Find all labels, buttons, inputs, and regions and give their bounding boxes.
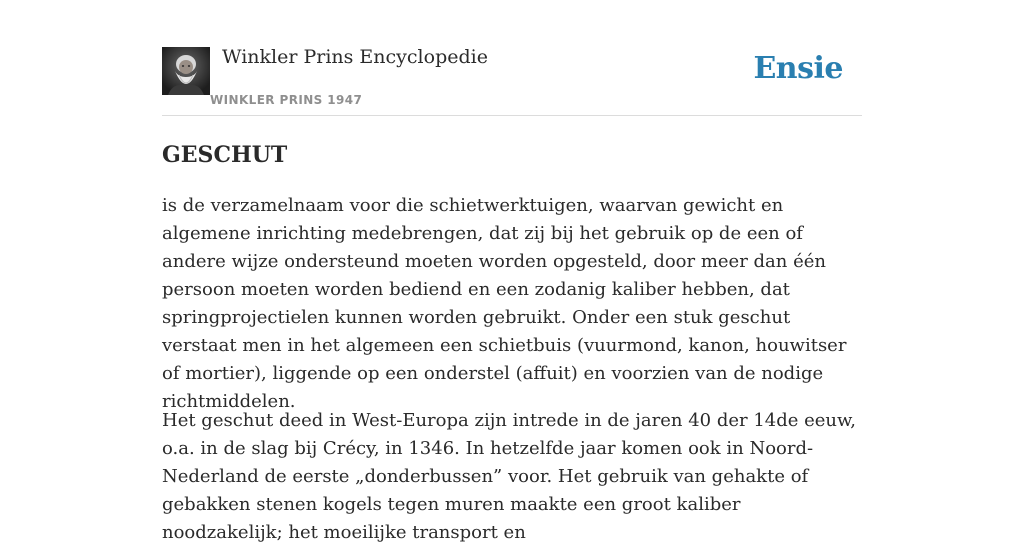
entry-paragraph: Het geschut deed in West-Europa zijn intrede in de jaren 40 der 14de eeuw, o.a. in de slag bij Crécy, in 1346. In hetzelfde jaar komen ook in Noord-Nederland de eerste „donderbussen” voor. Het gebruik van gehakte of gebakken stenen kogels tegen muren maakte een groot kaliber noodzakelijk; het moeilijke transport en [162,410,857,543]
book-title-link[interactable]: Winkler Prins Encyclopedie [222,46,488,68]
author-avatar[interactable] [162,47,210,95]
source-label[interactable]: WINKLER PRINS 1947 [210,93,363,107]
entry-title: GESCHUT [162,142,288,168]
bearded-man-portrait-icon [162,47,210,95]
site-logo[interactable]: Ensie [753,51,843,86]
page-content [162,0,862,543]
entry-paragraph: is de verzamelnaam voor die schietwerktuigen, waarvan gewicht en algemene inrichting medebrengen, dat zij bij het gebruik op de een of andere wijze ondersteund moeten worden opgesteld, door meer dan één persoon moeten worden bediend en een zodanig kaliber hebben, dat springprojectielen kunnen worden gebruikt. Onder een stuk geschut verstaat men in het algemeen een schietbuis (vuurmond, kanon, houwitser of mortier), liggende op een onderstel (affuit) en voorzien van de nodige richtmiddelen. [162,195,847,412]
page-header [162,0,862,116]
